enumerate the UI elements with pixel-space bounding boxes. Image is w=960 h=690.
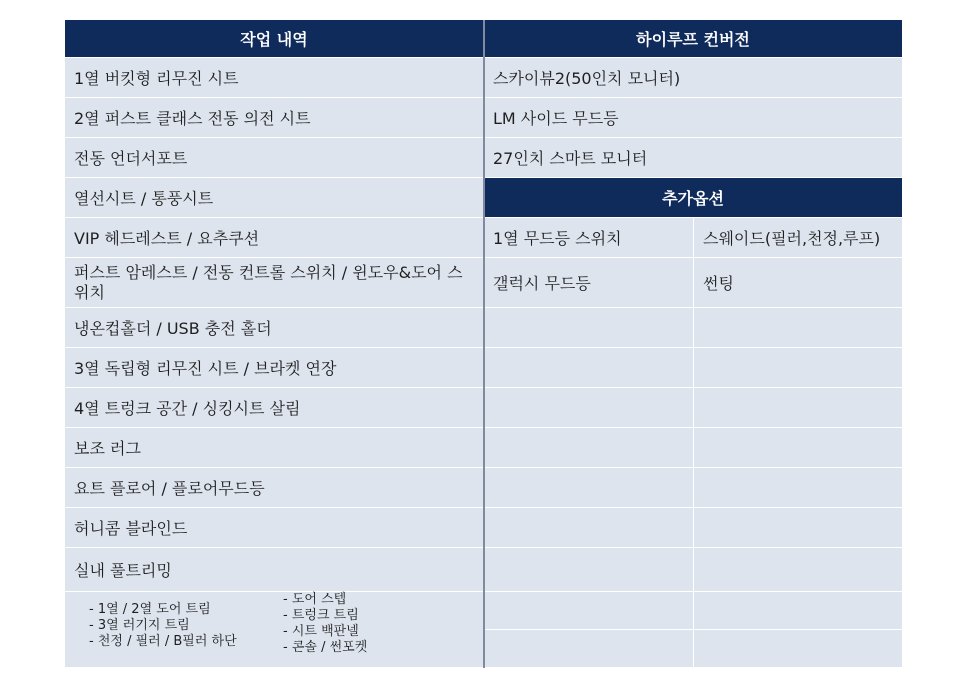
work-history-header: 작업 내역 [65, 20, 484, 58]
empty-cell [484, 548, 694, 592]
option-cell: 1열 무드등 스위치 [484, 218, 694, 258]
work-row: 보조 러그 [65, 428, 484, 468]
work-row: 2열 퍼스트 클래스 전동 의전 시트 [65, 98, 484, 138]
empty-cell [694, 348, 903, 388]
empty-cell [484, 388, 694, 428]
option-cell: 스웨이드(필러,천정,루프) [694, 218, 903, 258]
empty-cell [484, 468, 694, 508]
work-row: 전동 언더서포트 [65, 138, 484, 178]
empty-cell [484, 308, 694, 348]
trim-item: - 3열 러기지 트림 [89, 618, 190, 633]
empty-cell [484, 348, 694, 388]
empty-cell [484, 630, 694, 668]
empty-cell [484, 508, 694, 548]
options-header: 추가옵션 [484, 178, 903, 218]
empty-cell [694, 508, 903, 548]
work-row: 요트 플로어 / 플로어무드등 [65, 468, 484, 508]
trim-item: - 콘솔 / 썬포켓 [283, 640, 368, 655]
work-row: 열선시트 / 통풍시트 [65, 178, 484, 218]
trim-item: - 1열 / 2열 도어 트림 [89, 602, 211, 617]
trim-item: - 트렁크 트림 [283, 608, 359, 623]
trim-item: - 천정 / 필러 / B필러 하단 [89, 634, 237, 649]
empty-cell [694, 468, 903, 508]
trim-list-1 [89, 602, 237, 650]
trim-item: - 시트 백판넬 [283, 624, 359, 639]
trim-list-2 [283, 592, 367, 656]
work-row: 실내 풀트리밍 [65, 548, 484, 592]
empty-cell [694, 308, 903, 348]
empty-cell [694, 388, 903, 428]
work-row: 1열 버킷형 리무진 시트 [65, 58, 484, 98]
work-row: VIP 헤드레스트 / 요추쿠션 [65, 218, 484, 258]
work-row: 허니콤 블라인드 [65, 508, 484, 548]
option-cell: 썬팅 [694, 258, 903, 308]
work-row: 4열 트렁크 공간 / 싱킹시트 살림 [65, 388, 484, 428]
work-row: 퍼스트 암레스트 / 전동 컨트롤 스위치 / 윈도우&도어 스위치 [65, 258, 484, 308]
highroof-row: 스카이뷰2(50인치 모니터) [484, 58, 903, 98]
option-cell: 갤럭시 무드등 [484, 258, 694, 308]
work-row: 3열 독립형 리무진 시트 / 브라켓 연장 [65, 348, 484, 388]
empty-cell [694, 630, 903, 668]
column-divider [483, 20, 485, 668]
work-table [65, 20, 903, 668]
trim-item: - 도어 스텝 [283, 592, 347, 607]
empty-cell [484, 592, 694, 630]
empty-cell [694, 428, 903, 468]
highroof-row: 27인치 스마트 모니터 [484, 138, 903, 178]
highroof-row: LM 사이드 무드등 [484, 98, 903, 138]
empty-cell [694, 548, 903, 592]
empty-cell [694, 592, 903, 630]
highroof-header: 하이루프 컨버전 [484, 20, 903, 58]
empty-cell [484, 428, 694, 468]
work-row: 냉온컵홀더 / USB 충전 홀더 [65, 308, 484, 348]
